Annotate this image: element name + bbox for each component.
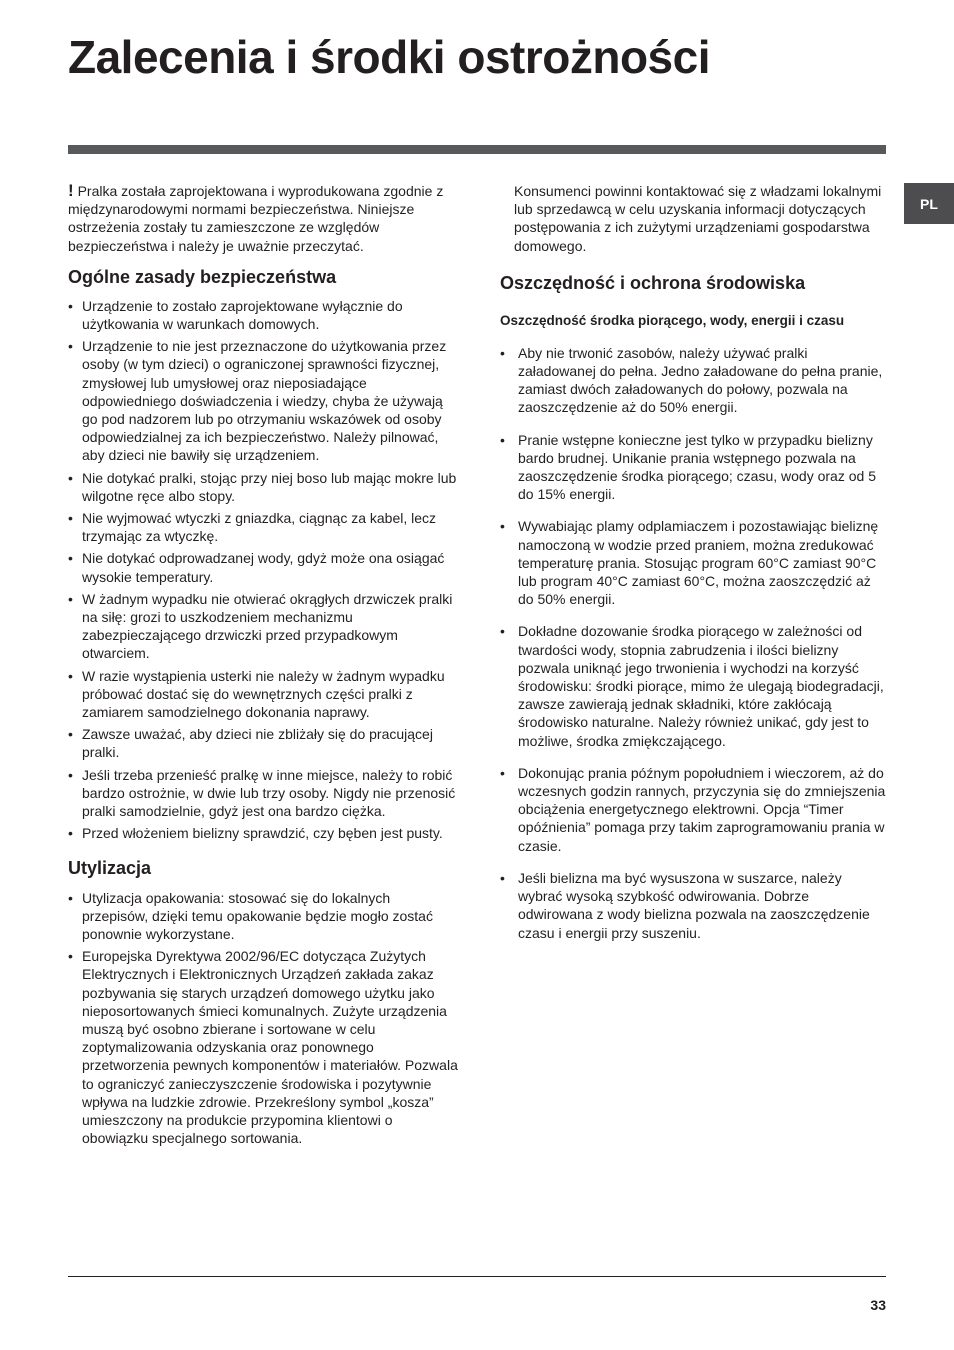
disposal-heading: Utylizacja [68,857,152,878]
title-rule [68,145,886,154]
page-title: Zalecenia i środki ostrożności [68,31,710,83]
list-item: • W żadnym wypadku nie otwierać okrągłych drzwiczek pralki na siłę: grozi to uszkodzeniem mechanizmu zabezpieczającego drzwiczki przed przypadkowym otwarciem. [68,590,458,663]
list-item: • Przed włożeniem bielizny sprawdzić, czy bęben jest pusty. [68,824,458,842]
warning-mark-icon: ! [68,181,74,200]
list-item: • Wywabiając plamy odplamiaczem i pozostawiając bieliznę namoczoną w wodzie przed praniem, można zredukować temperaturę prania. Stosując program 60°C zamiast 90°C lub program 40°C zamiast 60°C, można zaoszczędzić aż do 50% energii. [500,517,886,608]
list-item: • Nie dotykać odprowadzanej wody, gdyż może ona osiągać wysokie temperatury. [68,549,458,585]
disposal-list [68,889,458,1148]
list-item: • Aby nie trwonić zasobów, należy używać pralki załadowanej do pełna. Jedno załadowane do pełna pranie, zamiast dwóch załadowanych do połowy, pozwala na zaoszczędzenie aż do 50% energii. [500,344,886,417]
list-item: • Europejska Dyrektywa 2002/96/EC dotycząca Zużytych Elektrycznych i Elektronicznych Urządzeń zakłada zakaz pozbywania się starych urządzeń domowego użytku jako nieposortowanych śmieci komunalnych. Zużyte urządzenia muszą być osobno zbierane i sortowane w celu zoptymalizowania odzyskania oraz ponownego przetworzenia pewnych komponentów i materiałów. Pozwala to ograniczyć zanieczyszczenie środowiska i pozytywnie wpływa na ludzkie zdrowie. Przekreślony symbol „kosza” umieszczony na produkcie przypomina klientowi o obowiązku specjalnego sortowania. [68,947,458,1147]
list-item: • Zawsze uważać, aby dzieci nie zbliżały się do pracującej pralki. [68,725,458,761]
disposal-continuation: Konsumenci powinni kontaktować się z władzami lokalnymi lub sprzedawcą w celu uzyskania informacji dotyczących postępowania z ich zużytymi urządzeniami gospodarstwa domowego. [514,183,882,254]
page-number: 33 [870,1297,886,1313]
right-column [500,182,886,956]
list-item: • Dokładne dozowanie środka piorącego w zależności od twardości wody, stopnia zabrudzenia i ilości bielizny pozwala uniknąć jego trwonienia i wychodzi na korzyść środowisku: środki piorące, mimo że ulegają biodegradacji, zawsze zawierają jednak składniki, które zakłócają środowisko naturalne. Należy również unikać, gdy jest to możliwe, środka zmiękczającego. [500,622,886,749]
list-item: • W razie wystąpienia usterki nie należy w żadnym wypadku próbować dostać się do wewnętrznych części pralki z zamiarem samodzielnego dokonania naprawy. [68,667,458,722]
list-item: • Jeśli bielizna ma być wysuszona w suszarce, należy wybrać wysoką szybkość odwirowania. Dobrze odwirowana z wody bielizna pozwala na zaoszczędzenie czasu i energii przy suszeniu. [500,869,886,942]
list-item: • Pranie wstępne konieczne jest tylko w przypadku bielizny bardo brudnej. Unikanie prania wstępnego pozwala na zaoszczędzenie środka piorącego; czasu, wody oraz od 5 do 15% energii. [500,431,886,504]
safety-list [68,297,458,843]
left-column [68,182,458,1151]
intro-paragraph [68,182,458,255]
eco-list [500,344,886,942]
list-item: • Jeśli trzeba przenieść pralkę w inne miejsce, należy to robić bardzo ostrożnie, w dwie lub trzy osoby. Nigdy nie przenosić pralki samodzielnie, gdyż jest ona bardzo ciężka. [68,766,458,821]
list-item: • Utylizacja opakowania: stosować się do lokalnych przepisów, dzięki temu opakowanie będzie mogło zostać ponownie wykorzystane. [68,889,458,944]
safety-heading: Ogólne zasady bezpieczeństwa [68,266,337,287]
language-tab: PL [904,183,954,224]
list-item: • Urządzenie to zostało zaprojektowane wyłącznie do użytkowania w warunkach domowych. [68,297,458,333]
eco-heading: Oszczędność i ochrona środowiska [500,272,806,293]
list-item: • Nie dotykać pralki, stojąc przy niej boso lub mając mokre lub wilgotne ręce albo stopy. [68,469,458,505]
list-item: • Nie wyjmować wtyczki z gniazdka, ciągnąc za kabel, lecz trzymając za wtyczkę. [68,509,458,545]
intro-text: Pralka została zaprojektowana i wyprodukowana zgodnie z międzynarodowymi normami bezpieczeństwa. Niniejsze ostrzeżenia zostały tu zamieszczone ze względów bezpieczeństwa i należy je uważnie przeczytać. [68,183,444,254]
list-item: • Dokonując prania późnym popołudniem i wieczorem, aż do wczesnych godzin rannych, przyczynia się do zmniejszenia obciążenia energetycznego elektrowni. Opcja “Timer opóźnienia” pomaga przy takim zaprogramowaniu prania w czasie. [500,764,886,855]
list-item: • Urządzenie to nie jest przeznaczone do użytkowania przez osoby (w tym dzieci) o ograniczonej sprawności fizycznej, zmysłowej lub umysłowej oraz nieposiadające odpowiedniego doświadczenia i wiedzy, chyba że używają go pod nadzorem lub po otrzymaniu wskazówek od osoby odpowiedzialnej za ich bezpieczeństwo. Należy pilnować, aby dzieci nie bawiły się urządzeniem. [68,337,458,464]
footer-rule [68,1276,886,1277]
eco-subheading: Oszczędność środka piorącego, wody, energii i czasu [500,312,845,328]
